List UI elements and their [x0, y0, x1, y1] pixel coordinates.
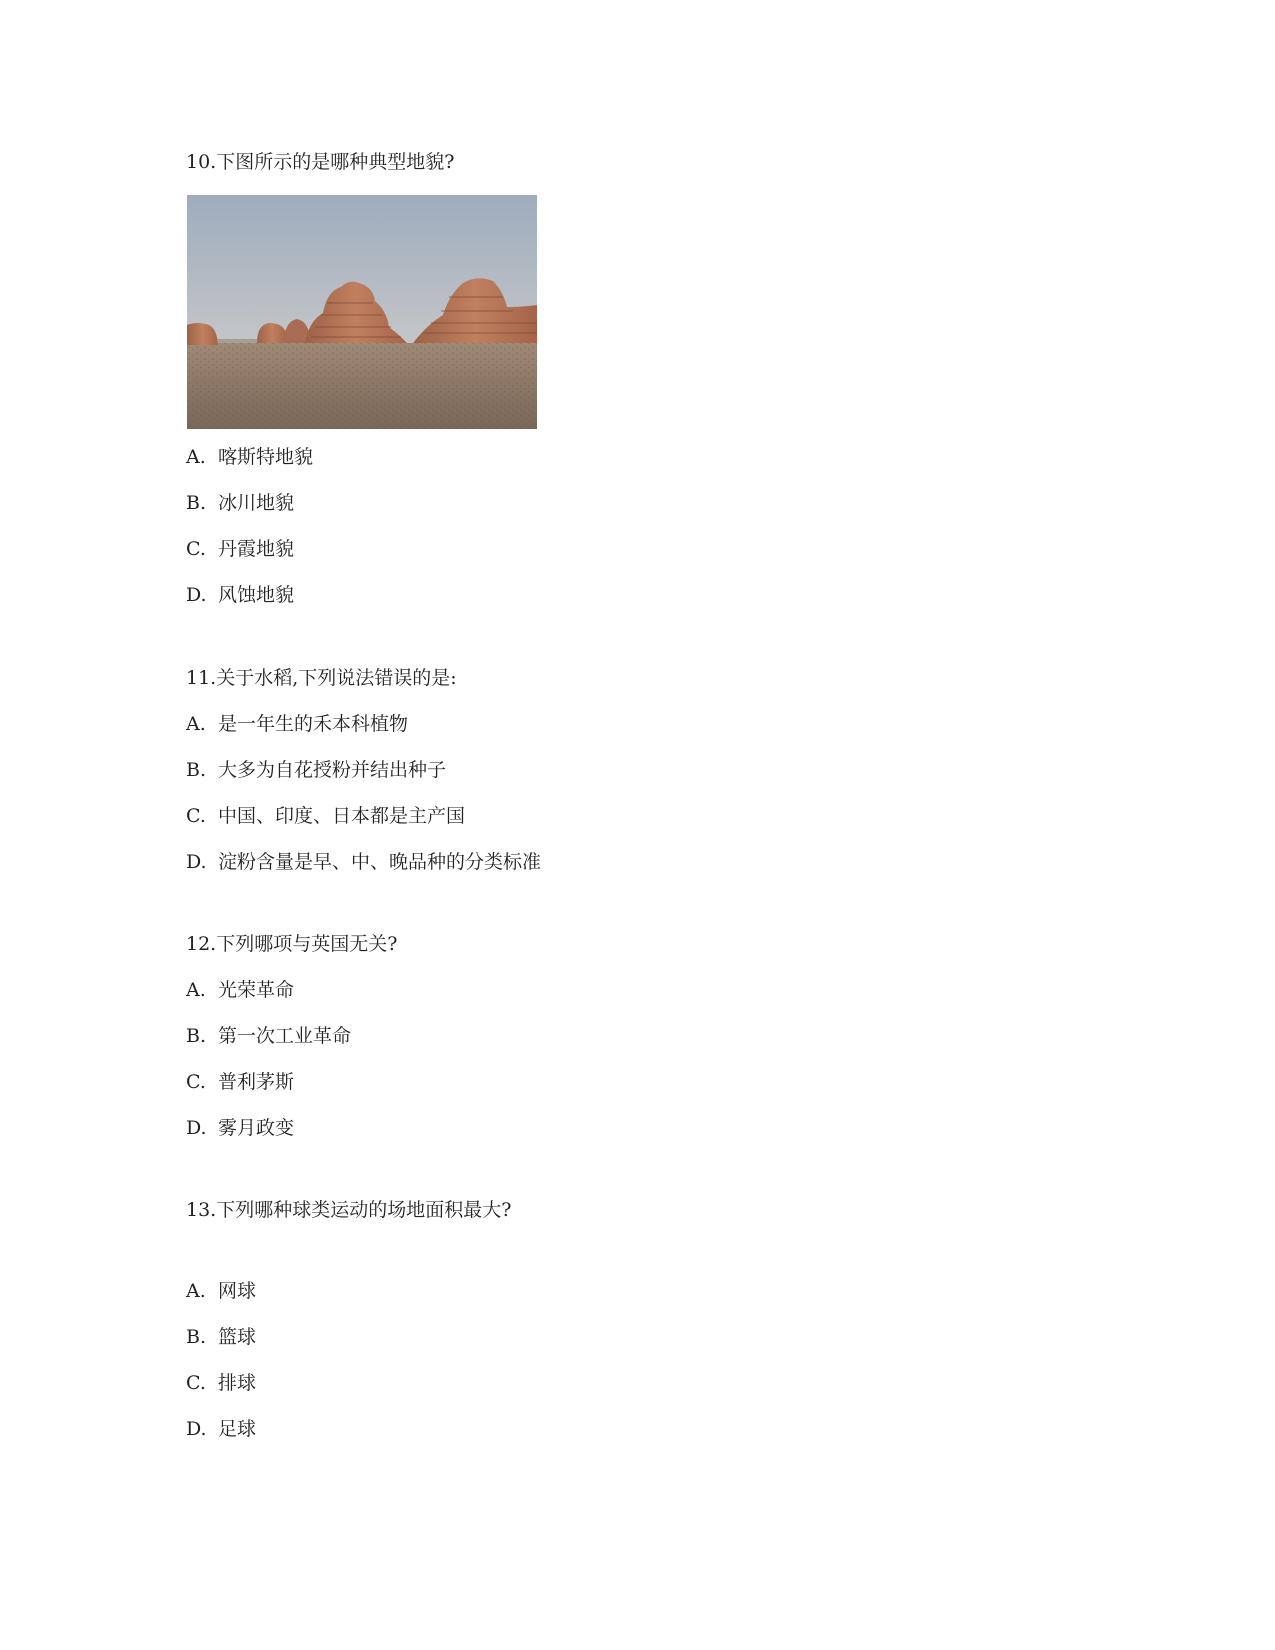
question-11-option-d	[186, 850, 541, 874]
question-12-option-c	[186, 1070, 294, 1094]
question-10-option-b	[186, 491, 294, 515]
question-12-option-d	[186, 1116, 294, 1140]
option-text: 淀粉含量是早、中、晚品种的分类标准	[218, 851, 542, 873]
question-11-option-b	[186, 758, 446, 782]
question-10-stem: 10.下图所示的是哪种典型地貌?	[186, 151, 455, 173]
question-11-option-a	[186, 712, 408, 736]
option-text: 排球	[218, 1372, 257, 1394]
option-text: 网球	[218, 1280, 257, 1302]
option-text: 是一年生的禾本科植物	[218, 713, 409, 735]
question-13-option-c	[186, 1371, 256, 1395]
option-letter: A.	[186, 979, 206, 1001]
question-11-stem: 11.关于水稻,下列说法错误的是:	[186, 667, 457, 689]
option-text: 丹霞地貌	[218, 538, 295, 560]
question-10-option-d	[186, 583, 294, 607]
option-letter: A.	[186, 1280, 206, 1302]
option-letter: A.	[186, 446, 206, 468]
option-text: 中国、印度、日本都是主产国	[218, 805, 466, 827]
option-letter: A.	[186, 713, 206, 735]
option-letter: C.	[186, 1372, 206, 1394]
question-12-stem: 12.下列哪项与英国无关?	[186, 933, 398, 955]
question-11-option-c	[186, 804, 465, 828]
option-text: 篮球	[218, 1326, 257, 1348]
question-12-option-a	[186, 978, 294, 1002]
question-13-stem: 13.下列哪种球类运动的场地面积最大?	[186, 1199, 512, 1221]
option-text: 第一次工业革命	[218, 1025, 352, 1047]
option-text: 大多为自花授粉并结出种子	[218, 759, 447, 781]
option-letter: B.	[186, 1326, 207, 1348]
option-letter: B.	[186, 1025, 207, 1047]
option-letter: D.	[186, 851, 207, 873]
option-letter: B.	[186, 759, 207, 781]
option-letter: D.	[186, 584, 207, 606]
option-letter: B.	[186, 492, 207, 514]
question-13-option-d	[186, 1417, 256, 1441]
option-text: 光荣革命	[218, 979, 295, 1001]
question-13-option-b	[186, 1325, 256, 1349]
option-letter: C.	[186, 1071, 206, 1093]
question-12-option-b	[186, 1024, 351, 1048]
option-text: 冰川地貌	[218, 492, 295, 514]
option-text: 雾月政变	[218, 1117, 295, 1139]
yardang-landform-photo	[187, 195, 537, 429]
option-text: 喀斯特地貌	[218, 446, 314, 468]
option-letter: D.	[186, 1117, 207, 1139]
option-letter: C.	[186, 538, 206, 560]
question-10-option-a	[186, 445, 313, 469]
option-text: 足球	[218, 1418, 257, 1440]
question-13-option-a	[186, 1279, 256, 1303]
option-text: 风蚀地貌	[218, 584, 295, 606]
option-text: 普利茅斯	[218, 1071, 295, 1093]
option-letter: C.	[186, 805, 206, 827]
option-letter: D.	[186, 1418, 207, 1440]
question-10-option-c	[186, 537, 294, 561]
